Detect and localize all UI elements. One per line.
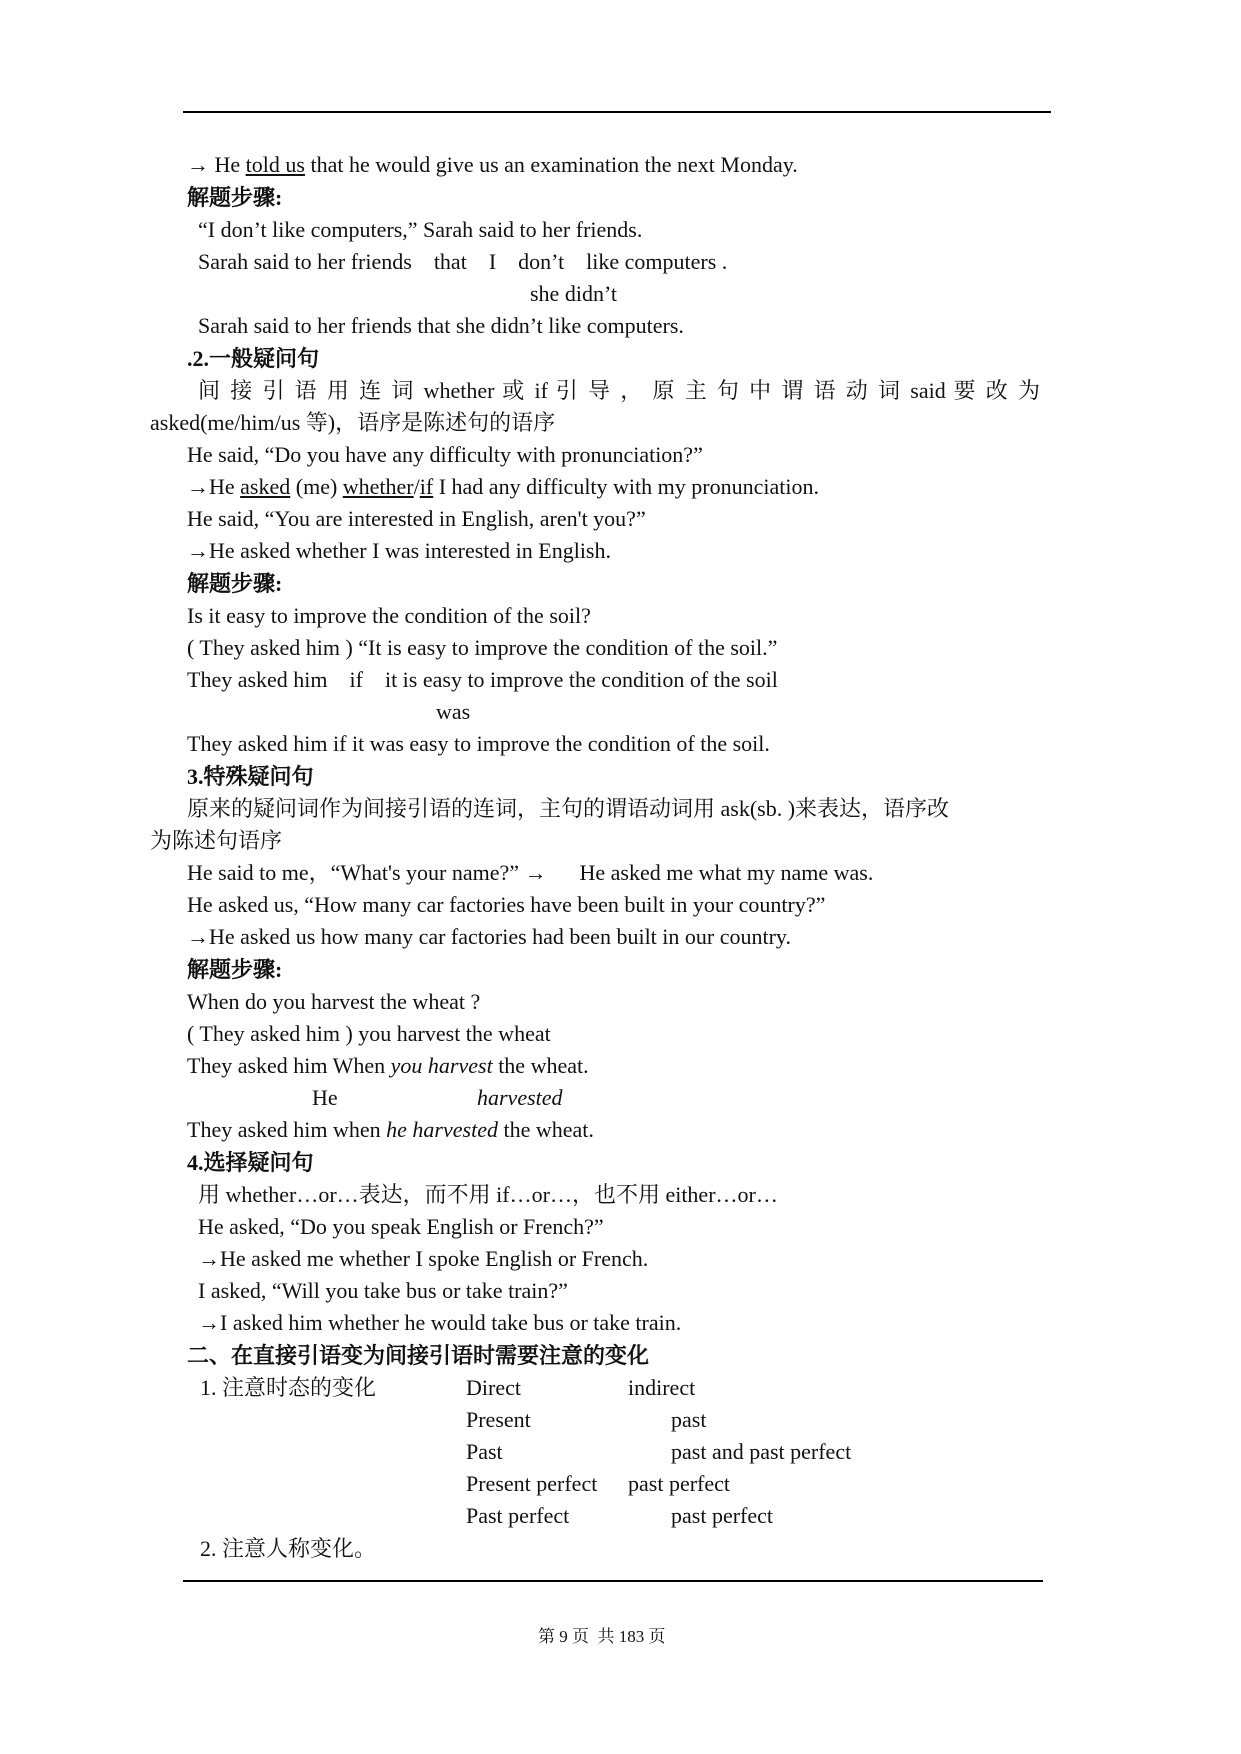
text-line: → He told us that he would give us an examination the next Monday.	[187, 152, 798, 177]
table-cell: Present perfect	[466, 1471, 598, 1496]
text-line: →I asked him whether he would take bus or take train.	[198, 1310, 682, 1335]
paragraph-line: asked(me/him/us 等)，语序是陈述句的语序	[150, 410, 556, 435]
text-line: They asked him when he harvested the wheat.	[187, 1117, 594, 1142]
text-line: ( They asked him ) “It is easy to improve the condition of the soil.”	[187, 635, 778, 660]
text-line: They asked him if it was easy to improve the condition of the soil.	[187, 731, 770, 756]
text-line: He asked, “Do you speak English or French?”	[198, 1214, 604, 1239]
table-cell: Past perfect	[466, 1503, 570, 1528]
table-cell: past perfect	[671, 1503, 773, 1528]
text-line: “I don’t like computers,” Sarah said to her friends.	[198, 217, 643, 242]
table-cell: past	[671, 1407, 707, 1432]
text-line: They asked him When you harvest the wheat.	[187, 1053, 589, 1078]
text-line: Sarah said to her friends that I don’t like computers .	[198, 249, 728, 274]
table-cell: past perfect	[628, 1471, 730, 1496]
text-line: harvested	[477, 1085, 563, 1110]
paragraph-line: 间 接 引 语 用 连 词 whether 或 if 引 导 ， 原 主 句 中 谓 语 动 词 said 要 改 为	[198, 378, 1040, 403]
numbered-item: 1. 注意时态的变化	[200, 1375, 377, 1400]
text-line: When do you harvest the wheat ?	[187, 989, 481, 1014]
table-cell: Past	[466, 1439, 503, 1464]
text-line: 用 whether…or…表达，而不用 if…or…，也不用 either…or…	[198, 1182, 778, 1207]
numbered-item: 2. 注意人称变化。	[200, 1536, 377, 1561]
text-line: →He asked (me) whether/if I had any difficulty with my pronunciation.	[187, 474, 819, 499]
text-line: He said, “You are interested in English, aren't you?”	[187, 506, 646, 531]
table-cell: Present	[466, 1407, 531, 1432]
section-heading: 4.选择疑问句	[187, 1150, 314, 1175]
steps-heading: 解题步骤:	[187, 185, 283, 210]
steps-heading: 解题步骤:	[187, 957, 283, 982]
table-cell: Direct	[466, 1375, 521, 1400]
text-line: Is it easy to improve the condition of the soil?	[187, 603, 591, 628]
table-cell: indirect	[628, 1375, 696, 1400]
text-line: was	[436, 699, 471, 724]
text-line: →He asked whether I was interested in English.	[187, 538, 611, 563]
paragraph-line: 原来的疑问词作为间接引语的连词，主句的谓语动词用 ask(sb. )来表达，语序改	[187, 796, 950, 821]
text-line: He	[312, 1085, 338, 1110]
text-line: →He asked me whether I spoke English or French.	[198, 1246, 649, 1271]
steps-heading: 解题步骤:	[187, 571, 283, 596]
paragraph-line: 为陈述句语序	[150, 828, 283, 853]
text-line: I asked, “Will you take bus or take train?”	[198, 1278, 568, 1303]
text-line: He asked us, “How many car factories have been built in your country?”	[187, 892, 826, 917]
text-line: →He asked us how many car factories had been built in our country.	[187, 924, 792, 949]
page-footer: 第 9 页 共 183 页	[538, 1627, 666, 1646]
header-rule	[183, 111, 1051, 113]
text-line: They asked him if it is easy to improve the condition of the soil	[187, 667, 778, 692]
section-heading: 二、在直接引语变为间接引语时需要注意的变化	[187, 1343, 650, 1368]
section-heading: .2.一般疑问句	[187, 346, 320, 371]
text-line: ( They asked him ) you harvest the wheat	[187, 1021, 551, 1046]
footer-rule	[183, 1580, 1043, 1582]
table-cell: past and past perfect	[671, 1439, 852, 1464]
text-line: He said, “Do you have any difficulty with pronunciation?”	[187, 442, 703, 467]
text-line: she didn’t	[530, 281, 617, 306]
text-line: He said to me，“What's your name?” → He asked me what my name was.	[187, 860, 874, 885]
section-heading: 3.特殊疑问句	[187, 764, 314, 789]
text-line: Sarah said to her friends that she didn’t like computers.	[198, 313, 684, 338]
